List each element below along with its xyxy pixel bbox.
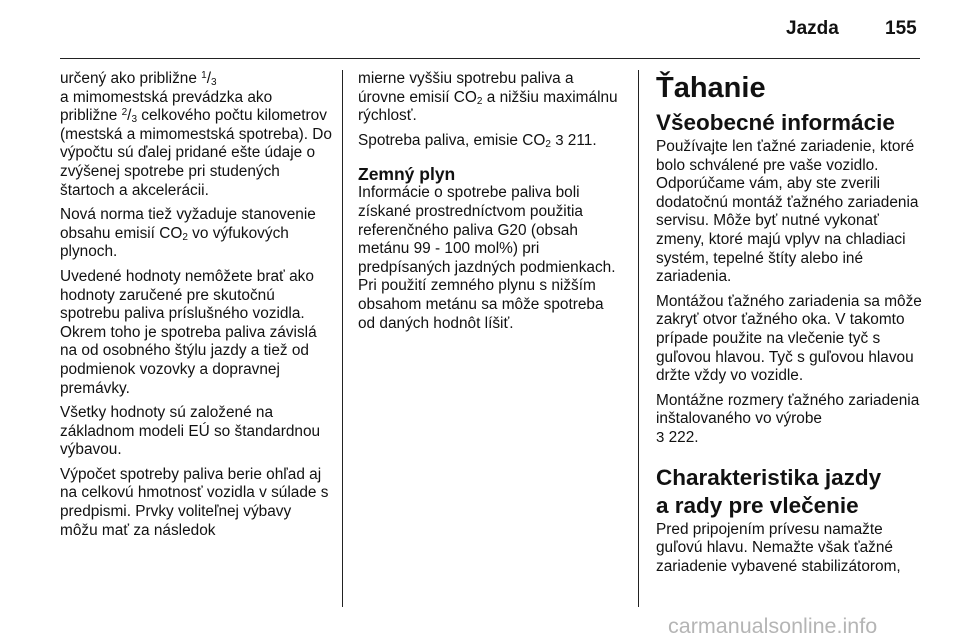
page-reference-arrow-icon: 3 bbox=[555, 131, 564, 149]
column-divider-1 bbox=[342, 70, 343, 607]
paragraph: Používajte len ťažné zariadenie, ktoré bolo schválené pre vaše vozidlo. Odporúčame vám, aby ste zverili dodatočnú montáž ťažného zariadenia servisu. Môže byť nutné vykonať zmeny, ktoré majú vplyv na chladiaci systém, tepelné štíty alebo iné zariadenia. bbox=[656, 138, 919, 286]
paragraph: mierne vyššiu spotrebu paliva a úrovne emisií $CO_2$ a nižšiu maximálnu rýchlosť. bbox=[358, 70, 618, 125]
header-rule bbox=[60, 58, 920, 59]
heading-natural-gas: Zemný plyn bbox=[358, 164, 456, 185]
watermark: carmanualsonline.info bbox=[668, 614, 878, 638]
paragraph: Výpočet spotreby paliva berie ohľad aj na celkovú hmotnosť vozidla v súlade s predpismi. Prvky voliteľnej výbavy môžu mať za následok bbox=[60, 465, 329, 539]
paragraph: určený ako približne $^1/_3$ a mimomestská prevádzka ako približne $^2/_3$ celkového počtu kilometrov (mestská a mimomestská spotreba). Do výpočtu sú ďalej pridané ešte údaje o zvýšenej spotrebe pri studených štartoch a akcelerácii. bbox=[60, 70, 332, 199]
section-heading: Charakteristika jazdy a rady pre vlečenie bbox=[656, 464, 882, 518]
paragraph: Informácie o spotrebe paliva boli získané prostredníctvom použitia referenčného paliva G20 (obsah metánu 99 - 100 mol%) pri predpísaných jazdných podmienkach. Pri použití zemného plynu s nižším obsahom metánu sa môže spotreba od daných hodnôt líšiť. bbox=[358, 184, 616, 332]
section-title: Jazda bbox=[786, 18, 839, 39]
column-2 bbox=[358, 70, 620, 339]
paragraph: Pred pripojením prívesu namažte guľovú hlavu. Nemažte však ťažné zariadenie vybavené stabilizátorom, bbox=[656, 520, 901, 575]
page-number: 155 bbox=[885, 18, 917, 39]
paragraph: Všetky hodnoty sú založené na základnom modeli EÚ so štandardnou výbavou. bbox=[60, 404, 321, 459]
chapter-title: Ťahanie bbox=[656, 72, 766, 104]
paragraph: Montážne rozmery ťažného zariadenia inštalovaného vo výrobe 3 222. bbox=[656, 391, 920, 446]
paragraph: Nová norma tiež vyžaduje stanovenie obsahu emisií $CO_2$ vo výfukových plynoch. bbox=[60, 206, 316, 261]
page-header bbox=[0, 0, 960, 60]
column-1 bbox=[60, 70, 332, 546]
paragraph: Spotreba paliva, emisie $CO_2$ 3 211. bbox=[358, 131, 597, 150]
column-3 bbox=[656, 70, 928, 582]
section-heading: Všeobecné informácie bbox=[656, 110, 895, 135]
column-divider-2 bbox=[638, 70, 639, 607]
paragraph: Montážou ťažného zariadenia sa môže zakryť otvor ťažného oka. V takomto prípade použite na vlečenie tyč s guľovou hlavou. Tyč s guľovou hlavou držte vždy vo vozidle. bbox=[656, 292, 922, 385]
paragraph: Uvedené hodnoty nemôžete brať ako hodnoty zaručené pre skutočnú spotrebu paliva príslušného vozidla. Okrem toho je spotreba paliva závislá na od osobného štýlu jazdy a tiež od podmienok vozovky a dopravnej premávky. bbox=[60, 267, 317, 397]
page-reference-arrow-icon: 3 bbox=[656, 428, 665, 446]
